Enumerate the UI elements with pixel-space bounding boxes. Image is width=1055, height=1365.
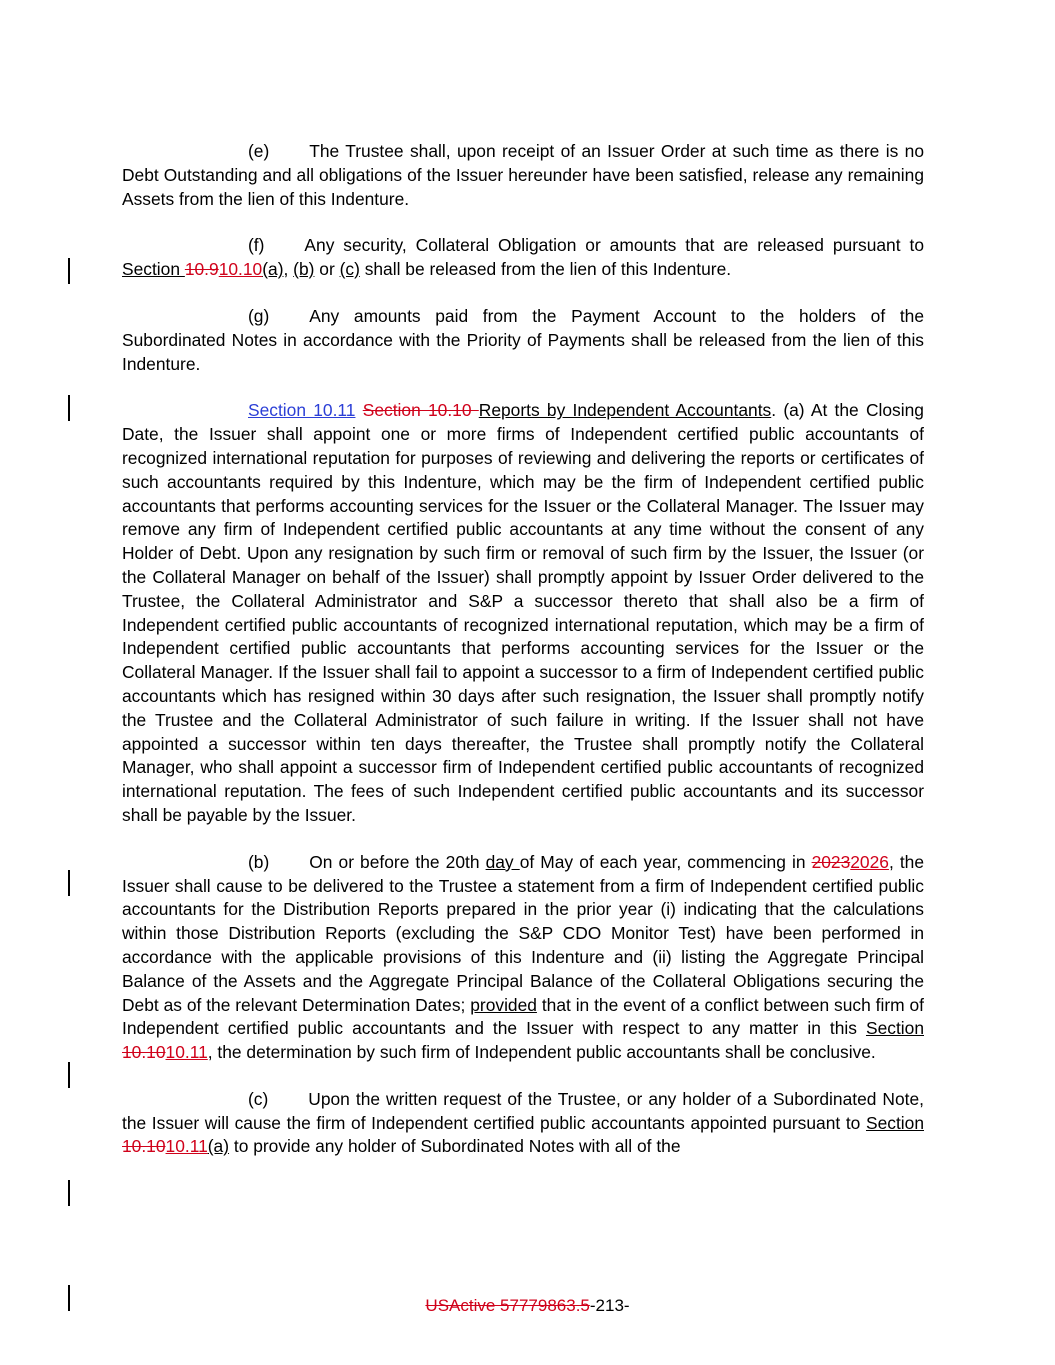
- text-run-underline: (a): [262, 259, 284, 280]
- text-run: shall be released from the lien of this Indenture.: [359, 259, 732, 280]
- paragraph-label-e: (e): [248, 141, 270, 161]
- paragraph-text-g: Any amounts paid from the Payment Account to the holders of the Subordinated Notes in accordance with the Priority of Payments shall be released from the lien of this Indenture.: [122, 305, 924, 374]
- inserted-text: 10.11: [165, 1042, 208, 1063]
- text-run: . (a) At the Closing Date, the Issuer shall appoint one or more firms of Independent certified public accountants of recognized international reputation for purposes of reviewing and delivering the reports or certificates of such accountants required by this Indenture, which may be the firm of Independent certified public accountants that performs accounting services for the Issuer or the Collateral Manager. The Issuer may remove any firm of Independent certified public accountants at any time without the consent of any Holder of Debt. Upon any resignation by such firm or removal of such firm by the Issuer, the Issuer (or the Collateral Manager on behalf of the Issuer) shall promptly appoint by Issuer Order delivered to the Trustee, the Collateral Administrator and S&P a successor thereto that shall also be a firm of Independent certified public accountants of recognized international reputation, which may be a firm of Independent certified public accountants that performs accounting services for the Issuer or the Collateral Manager. If the Issuer shall fail to appoint a successor to a firm of Independent certified public accountants which has resigned within 30 days after such resignation, the Issuer shall promptly notify the Trustee and the Collateral Administrator of such failure in writing. If the Issuer shall not have appointed a successor within ten days thereafter, the Trustee shall promptly notify the Collateral Manager, who shall appoint a successor firm of Independent certified public accountants of recognized international reputation. The fees of such Independent certified public accountants and its successor shall be payable by the Issuer.: [122, 400, 924, 825]
- change-bar: [68, 1180, 70, 1206]
- text-run-underline: Section: [865, 1112, 924, 1133]
- text-run-underline: (c): [339, 259, 360, 280]
- deleted-section-number: Section 10.10: [362, 400, 479, 421]
- section-heading-title: Reports by Independent Accountants: [478, 400, 772, 421]
- deleted-text: 2023: [811, 851, 851, 872]
- change-bar: [68, 870, 70, 896]
- text-run: , the determination by such firm of Independent public accountants shall be conclusive.: [207, 1042, 876, 1063]
- change-bar: [68, 258, 70, 284]
- text-run-underline: Section: [865, 1018, 924, 1039]
- paragraph-b: [122, 851, 924, 1065]
- deleted-text: 10.10: [122, 1136, 166, 1157]
- text-run: to provide any holder of Subordinated Notes with all of the: [229, 1136, 681, 1157]
- paragraph-label-f: (f): [248, 235, 265, 256]
- text-run: Any security, Collateral Obligation or amounts that are released pursuant to: [304, 235, 924, 256]
- text-run: of May of each year, commencing in: [519, 851, 812, 872]
- inserted-text: 10.11: [165, 1136, 208, 1157]
- paragraph-section-10-11: [122, 399, 924, 827]
- text-run: , the Issuer shall cause to be delivered to the Trustee a statement from a firm of Independent certified public accountants for the Distribution Reports prepared in the prior year (i) indicating that the calculations within those Distribution Reports (excluding the S&P CDO Monitor Test) have been performed in accordance with the applicable provisions of this Indenture and (ii) listing the Aggregate Principal Balance of the Assets and the Aggregate Principal Balance of the Collateral Obligations securing the Debt as of the relevant Determination Dates;: [122, 851, 925, 1015]
- paragraph-label-c: (c): [248, 1088, 269, 1109]
- deleted-text: 10.9: [184, 259, 219, 280]
- text-run-underline: Section: [122, 259, 185, 280]
- inserted-text: 2026: [850, 851, 889, 872]
- text-run-underline: provided: [470, 994, 537, 1015]
- paragraph-text-e: The Trustee shall, upon receipt of an Issuer Order at such time as there is no Debt Outstanding and all obligations of the Issuer hereunder have been satisfied, release any remaining Assets from the lien of this Indenture.: [122, 141, 924, 209]
- footer-deleted-doc-id: USActive 57779863.5: [425, 1296, 590, 1315]
- text-run: or: [314, 259, 340, 280]
- text-run: Upon the written request of the Trustee, or any holder of a Subordinated Note, the Issuer will cause the firm of Independent certified public accountants appointed pursuant to: [122, 1088, 924, 1133]
- change-bar: [68, 395, 70, 421]
- change-bar: [68, 1062, 70, 1088]
- text-run: ,: [283, 259, 294, 280]
- paragraph-f: [122, 234, 924, 282]
- footer-page-number: -213-: [589, 1296, 630, 1315]
- blue-inserted-section-number: Section 10.11: [248, 400, 356, 421]
- text-run: that in the event of a conflict between such firm of Independent certified public accountants and the Issuer with respect to any matter in this: [122, 994, 924, 1039]
- text-run: [355, 400, 362, 420]
- text-run: On or before the 20th: [309, 851, 486, 872]
- paragraph-label-b: (b): [248, 851, 270, 872]
- paragraph-g: [122, 305, 924, 376]
- document-body: [122, 140, 924, 1182]
- text-run-underline: (b): [293, 259, 315, 280]
- paragraph-label-g: (g): [248, 305, 270, 326]
- text-run-underline: day: [485, 851, 520, 872]
- inserted-text: 10.10: [218, 259, 263, 280]
- deleted-text: 10.10: [122, 1042, 166, 1063]
- text-run-underline: (a): [207, 1136, 230, 1157]
- paragraph-e: [122, 140, 924, 211]
- paragraph-c: [122, 1088, 924, 1159]
- page-footer: [0, 1296, 1055, 1316]
